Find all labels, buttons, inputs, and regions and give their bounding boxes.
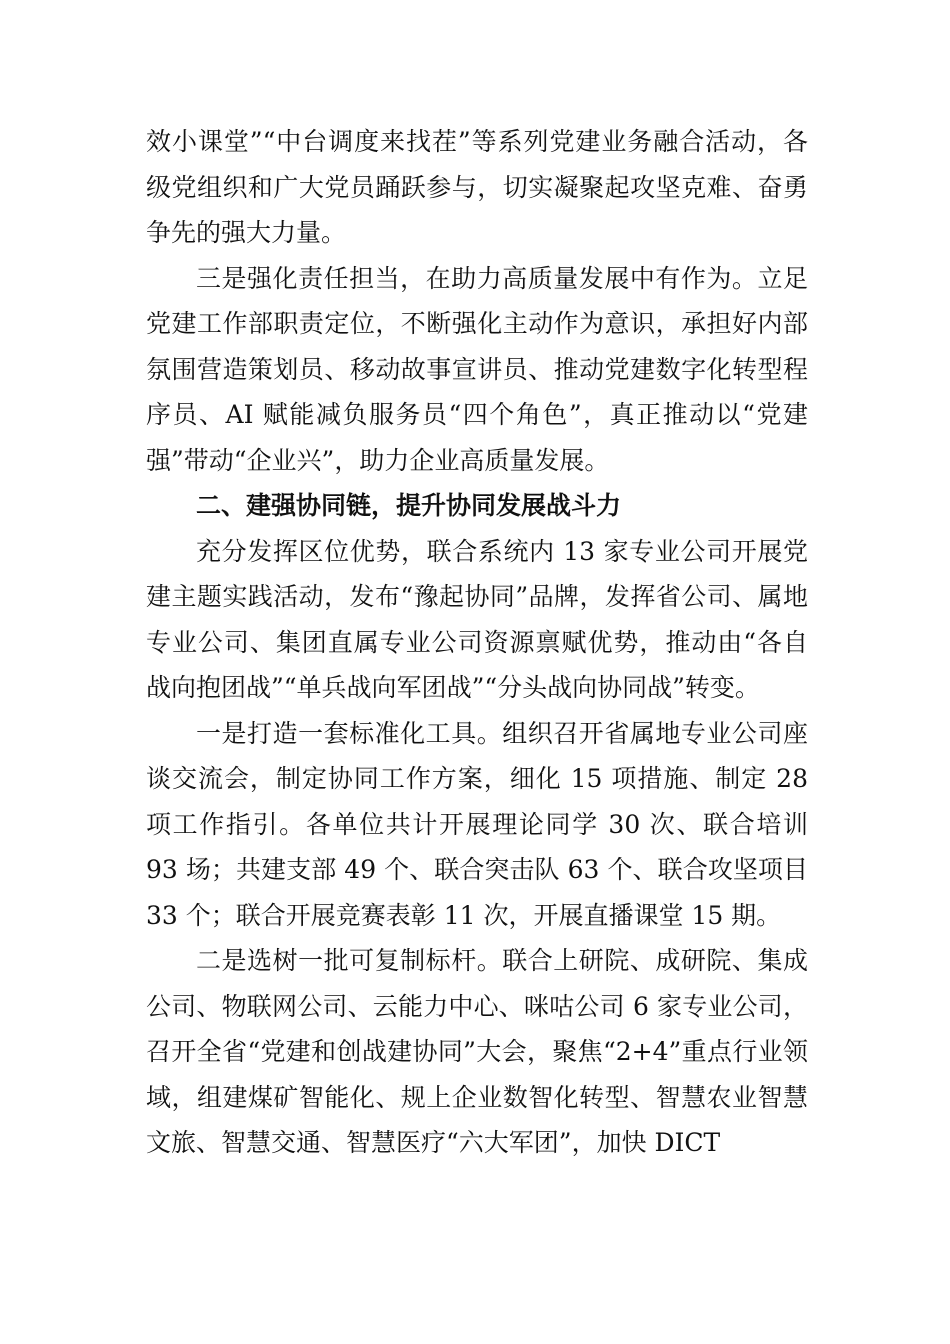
paragraph-lead: 二是选树一批可复制标杆。 [196,946,503,975]
paragraph-synergy: 充分发挥区位优势，联合系统内 13 家专业公司开展党建主题实践活动，发布“豫起协同”品牌，发挥省公司、属地专业公司、集团直属专业公司资源禀赋优势，推动由“各自战向抱团战”“单兵战向军团战”“分头战向协同战”转变。 [146,536,808,702]
paragraph-lead: 三是强化责任担当，在助力高质量发展中有作为。 [196,263,758,293]
paragraph-body: 立足党建工作部职责定位，不断强化主动作为意识，承担好内部氛围营造策划员、移动故事宣讲员、推动党建数字化转型程序员、AI 赋能减负服务员“四个角色”，真正推动以“党建强”带动“企业兴”，助力企业高质量发展。 [146,263,808,475]
paragraph-body: 组织召开省属地专业公司座谈交流会，制定协同工作方案，细化 15 项措施、制定 28 项工作指引。各单位共计开展理论同学 30 次、联合培训 93 场；共建支部 49 个、联合突击队 63 个、联合攻坚项目 33 个；联合开展竞赛表彰 11 次，开展直播课堂 15 期。 [146,718,808,930]
paragraph-standard-tools [146,711,808,939]
paragraph-responsibility [146,256,808,484]
paragraph-body: 联合上研院、成研院、集成公司、物联网公司、云能力中心、咪咕公司 6 家专业公司，召开全省“党建和创战建协同”大会，聚焦“2+4”重点行业领域，组建煤矿智能化、规上企业数智化转型、智慧农业智慧文旅、智慧交通、智慧医疗“六大军团”，加快 DICT [146,946,808,1157]
paragraph-lead: 一是打造一套标准化工具。 [196,718,503,748]
paragraph-continuation: 效小课堂”“中台调度来找茬”等系列党建业务融合活动，各级党组织和广大党员踊跃参与，切实凝聚起攻坚克难、奋勇争先的强大力量。 [146,127,808,247]
document-page [146,119,808,1166]
paragraph-benchmarks [146,938,808,1166]
section-heading: 二、建强协同链，提升协同发展战斗力 [196,491,622,520]
